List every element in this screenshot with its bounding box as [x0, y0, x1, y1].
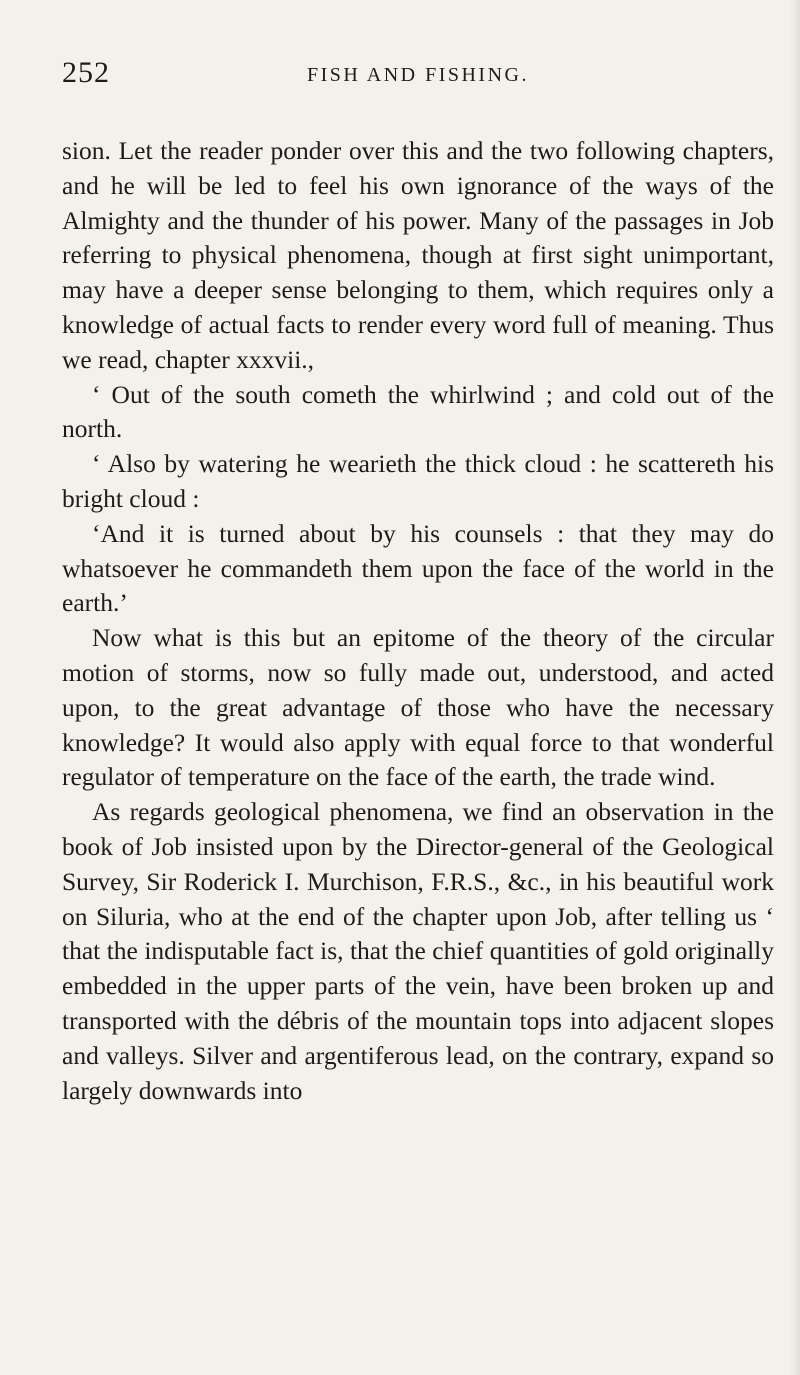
body-text	[62, 134, 774, 1108]
paragraph-continuation: sion. Let the reader ponder over this and the two following chapters, and he will be led to feel his own ignorance of the ways of the Almighty and the thunder of his power. Many of the passages in Job referring to physical phenomena, though at first sight unimportant, may have a deeper sense belonging to them, which requires only a knowledge of actual facts to render every word full of meaning. Thus we read, chapter xxxvii.,	[62, 136, 774, 374]
page-number: 252	[62, 56, 110, 89]
quotation-verse-1: ‘ Out of the south cometh the whirlwind ; and cold out of the north.	[62, 379, 774, 444]
paragraph-storms: Now what is this but an epitome of the theory of the circular motion of storms, now so fully made out, understood, and acted upon, to the great advantage of those who have the necessary knowledge? It would also apply with equal force to that wonderful regulator of temperature on the face of the earth, the trade wind.	[62, 623, 774, 792]
running-title: FISH AND FISHING.	[307, 64, 529, 86]
paragraph-geology: As regards geological phenomena, we find an observation in the book of Job insisted upon by the Director-general of the Geological Survey, Sir Roderick I. Murchison, F.R.S., &c., in his beautiful work on Siluria, who at the end of the chapter upon Job, after telling us ‘ that the indisputable fact is, that the chief quantities of gold originally embedded in the upper parts of the vein, have been broken up and transported with the débris of the mountain tops into adjacent slopes and valleys. Silver and argentiferous lead, on the contrary, expand so largely downwards into	[62, 797, 774, 1105]
book-page	[62, 56, 774, 1108]
page-edge-shadow	[790, 0, 800, 1375]
quotation-verse-2: ‘ Also by watering he wearieth the thick cloud : he scattereth his bright cloud :	[62, 449, 774, 513]
quotation-verse-3: ‘And it is turned about by his counsels : that they may do whatsoever he commandeth them upon the face of the world in the earth.’	[62, 518, 774, 618]
running-head	[62, 56, 774, 106]
